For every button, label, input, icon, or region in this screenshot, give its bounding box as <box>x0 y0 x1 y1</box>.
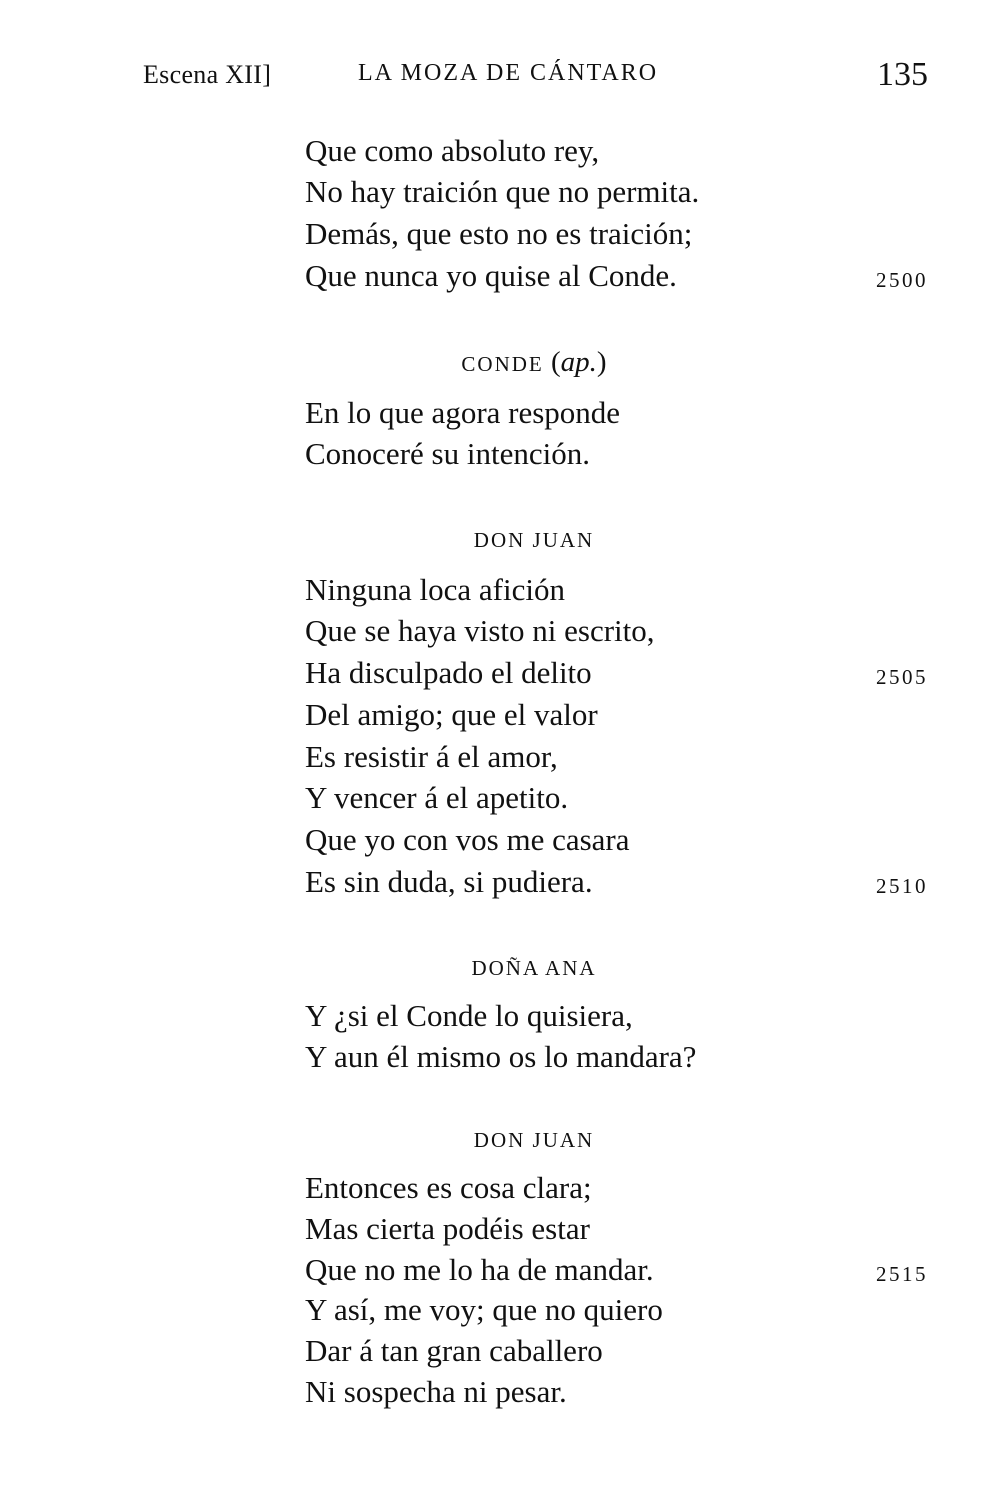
verse-line: Que no me lo ha de mandar. <box>305 1252 654 1287</box>
verse-line: Que yo con vos me casara <box>305 822 630 857</box>
verse-line: Y aun él mismo os lo mandara? <box>305 1039 697 1074</box>
speaker-heading <box>0 346 1000 379</box>
stage-direction: ap. <box>560 346 597 378</box>
line-number: 2515 <box>876 1262 928 1286</box>
verse-line: Demás, que esto no es traición; <box>305 216 693 251</box>
verse-line: Dar á tan gran caballero <box>305 1333 603 1368</box>
stage-direction-open: ( <box>551 346 561 378</box>
running-head <box>0 56 1000 96</box>
verse-line: Es resistir á el amor, <box>305 739 558 774</box>
speaker-heading: DOÑA ANA <box>471 956 597 980</box>
verse-line: Entonces es cosa clara; <box>305 1170 592 1205</box>
verse-line: Y vencer á el apetito. <box>305 780 569 815</box>
page-title: LA MOZA DE CÁNTARO <box>358 60 659 86</box>
verse-line: Ni sospecha ni pesar. <box>305 1374 567 1409</box>
page-number: 135 <box>877 56 928 93</box>
verse-line: Del amigo; que el valor <box>305 697 598 732</box>
verse-line: Y así, me voy; que no quiero <box>305 1292 663 1327</box>
speaker-heading: DON JUAN <box>473 1128 595 1152</box>
verse-line: Conoceré su intención. <box>305 436 590 471</box>
verse-line: Y ¿si el Conde lo quisiera, <box>305 998 633 1033</box>
verse-line: Que se haya visto ni escrito, <box>305 613 655 648</box>
verse-line: Que como absoluto rey, <box>305 133 600 168</box>
scene-label: Escena XII] <box>143 60 272 89</box>
speaker-heading: DON JUAN <box>473 528 595 552</box>
stage-direction-close: ) <box>596 346 607 378</box>
speaker-name: CONDE <box>461 352 544 376</box>
verse-line: Mas cierta podéis estar <box>305 1211 590 1246</box>
verse-line: Ha disculpado el delito <box>305 655 592 690</box>
verse-line: En lo que agora responde <box>305 395 621 430</box>
verse-line: Ninguna loca afición <box>305 572 565 607</box>
verse-line: No hay traición que no permita. <box>305 174 700 209</box>
verse-line: Es sin duda, si pudiera. <box>305 864 593 899</box>
line-number: 2505 <box>876 665 928 689</box>
verse-line: Que nunca yo quise al Conde. <box>305 258 677 293</box>
line-number: 2510 <box>876 874 928 898</box>
line-number: 2500 <box>876 268 928 292</box>
